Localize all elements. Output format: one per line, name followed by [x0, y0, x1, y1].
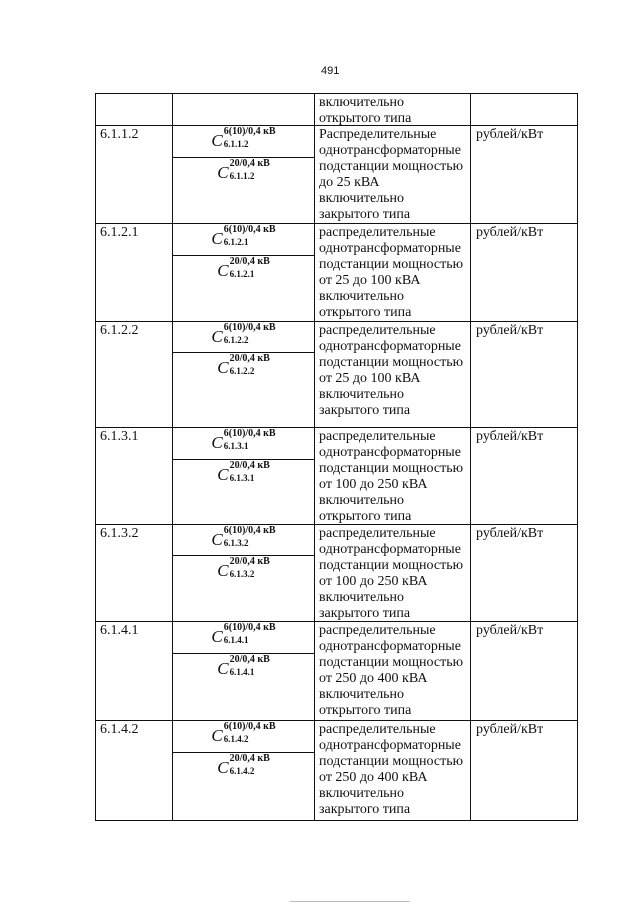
- formula-subscript: 6.1.2.2: [229, 366, 255, 376]
- formula: [217, 556, 270, 579]
- page-number: 491: [321, 65, 340, 77]
- formula-cell-6-10kv: [173, 322, 315, 353]
- formula: [217, 158, 270, 181]
- formula-symbol: C: [217, 561, 229, 580]
- formula-subscript: 6.1.3.1: [229, 473, 255, 483]
- formula: [211, 622, 275, 645]
- formula: [211, 525, 275, 548]
- formula-subscript: 6.1.2.2: [223, 335, 249, 345]
- formula-superscript: 6(10)/0,4 кВ: [223, 622, 276, 633]
- formula: [211, 322, 275, 345]
- formula-subscript: 6.1.4.2: [223, 734, 249, 744]
- empty-cell: [96, 94, 173, 126]
- formula-subscript: 6.1.4.1: [229, 667, 255, 677]
- formula-subscript: 6.1.1.2: [229, 171, 255, 181]
- formula: [211, 428, 275, 451]
- formula-symbol: C: [217, 261, 229, 280]
- formula-superscript: 20/0,4 кВ: [229, 556, 270, 567]
- formula-subscript: 6.1.2.1: [229, 269, 255, 279]
- formula-symbol: C: [211, 131, 223, 150]
- description-cell: Распределительные однотрансформаторные подстанции мощностью до 25 кВА включительно закрытого типа: [315, 126, 471, 224]
- row-code-cell: 6.1.3.1: [96, 428, 173, 525]
- formula-superscript: 20/0,4 кВ: [229, 353, 270, 364]
- formula-symbol: C: [217, 358, 229, 377]
- row-code-cell: 6.1.4.2: [96, 721, 173, 821]
- unit-cell: рублей/кВт: [471, 322, 578, 428]
- description-cell: распределительные однотрансформаторные подстанции мощностью от 100 до 250 кВА включительно закрытого типа: [315, 525, 471, 622]
- formula-subscript: 6.1.2.1: [223, 237, 249, 247]
- description-cell: включительно открытого типа: [315, 94, 471, 126]
- formula: [211, 721, 275, 744]
- formula-superscript: 6(10)/0,4 кВ: [223, 224, 276, 235]
- empty-cell: [471, 94, 578, 126]
- tariff-table: [95, 93, 578, 821]
- formula-symbol: C: [217, 465, 229, 484]
- formula-subscript: 6.1.3.2: [229, 569, 255, 579]
- formula-cell-20kv: [173, 753, 315, 821]
- formula-symbol: C: [211, 229, 223, 248]
- formula-cell-20kv: [173, 556, 315, 622]
- unit-cell: рублей/кВт: [471, 126, 578, 224]
- formula: [211, 224, 275, 247]
- row-code-cell: 6.1.4.1: [96, 622, 173, 721]
- formula-cell-20kv: [173, 654, 315, 721]
- formula-superscript: 20/0,4 кВ: [229, 753, 270, 764]
- formula-cell-20kv: [173, 256, 315, 322]
- formula-subscript: 6.1.3.1: [223, 441, 249, 451]
- description-cell: распределительные однотрансформаторные подстанции мощностью от 250 до 400 кВА включительно закрытого типа: [315, 721, 471, 821]
- formula-superscript: 20/0,4 кВ: [229, 654, 270, 665]
- unit-cell: рублей/кВт: [471, 224, 578, 322]
- formula-cell-20kv: [173, 353, 315, 428]
- description-cell: распределительные однотрансформаторные подстанции мощностью от 100 до 250 кВА включительно открытого типа: [315, 428, 471, 525]
- unit-cell: рублей/кВт: [471, 428, 578, 525]
- formula: [217, 654, 270, 677]
- formula-superscript: 20/0,4 кВ: [229, 460, 270, 471]
- formula-symbol: C: [211, 627, 223, 646]
- row-code-cell: 6.1.1.2: [96, 126, 173, 224]
- formula: [217, 256, 270, 279]
- formula-symbol: C: [217, 163, 229, 182]
- formula-cell-6-10kv: [173, 525, 315, 556]
- formula: [217, 353, 270, 376]
- formula-subscript: 6.1.1.2: [223, 139, 249, 149]
- formula-cell-6-10kv: [173, 224, 315, 256]
- formula-superscript: 20/0,4 кВ: [229, 256, 270, 267]
- formula-superscript: 6(10)/0,4 кВ: [223, 428, 276, 439]
- row-code-cell: 6.1.2.2: [96, 322, 173, 428]
- formula-subscript: 6.1.4.2: [229, 766, 255, 776]
- formula: [217, 460, 270, 483]
- formula-symbol: C: [211, 726, 223, 745]
- formula-cell-6-10kv: [173, 622, 315, 654]
- formula-cell-6-10kv: [173, 428, 315, 460]
- formula-cell-6-10kv: [173, 126, 315, 158]
- formula-superscript: 6(10)/0,4 кВ: [223, 126, 276, 137]
- formula-symbol: C: [217, 758, 229, 777]
- formula-cell-6-10kv: [173, 721, 315, 753]
- description-cell: распределительные однотрансформаторные подстанции мощностью от 25 до 100 кВА включительно открытого типа: [315, 224, 471, 322]
- formula-cell-20kv: [173, 460, 315, 525]
- unit-cell: рублей/кВт: [471, 721, 578, 821]
- description-cell: распределительные однотрансформаторные подстанции мощностью от 25 до 100 кВА включительно закрытого типа: [315, 322, 471, 428]
- formula-superscript: 6(10)/0,4 кВ: [223, 322, 276, 333]
- description-cell: распределительные однотрансформаторные подстанции мощностью от 250 до 400 кВА включительно открытого типа: [315, 622, 471, 721]
- formula-subscript: 6.1.3.2: [223, 538, 249, 548]
- formula-superscript: 6(10)/0,4 кВ: [223, 721, 276, 732]
- formula-symbol: C: [211, 530, 223, 549]
- formula: [217, 753, 270, 776]
- formula-symbol: C: [211, 433, 223, 452]
- formula-symbol: C: [211, 327, 223, 346]
- formula-superscript: 6(10)/0,4 кВ: [223, 525, 276, 536]
- unit-cell: рублей/кВт: [471, 622, 578, 721]
- unit-cell: рублей/кВт: [471, 525, 578, 622]
- formula-subscript: 6.1.4.1: [223, 635, 249, 645]
- scan-edge-line: [290, 901, 410, 902]
- formula-symbol: C: [217, 659, 229, 678]
- empty-cell: [173, 94, 315, 126]
- row-code-cell: 6.1.3.2: [96, 525, 173, 622]
- formula: [211, 126, 275, 149]
- row-code-cell: 6.1.2.1: [96, 224, 173, 322]
- formula-superscript: 20/0,4 кВ: [229, 158, 270, 169]
- formula-cell-20kv: [173, 158, 315, 224]
